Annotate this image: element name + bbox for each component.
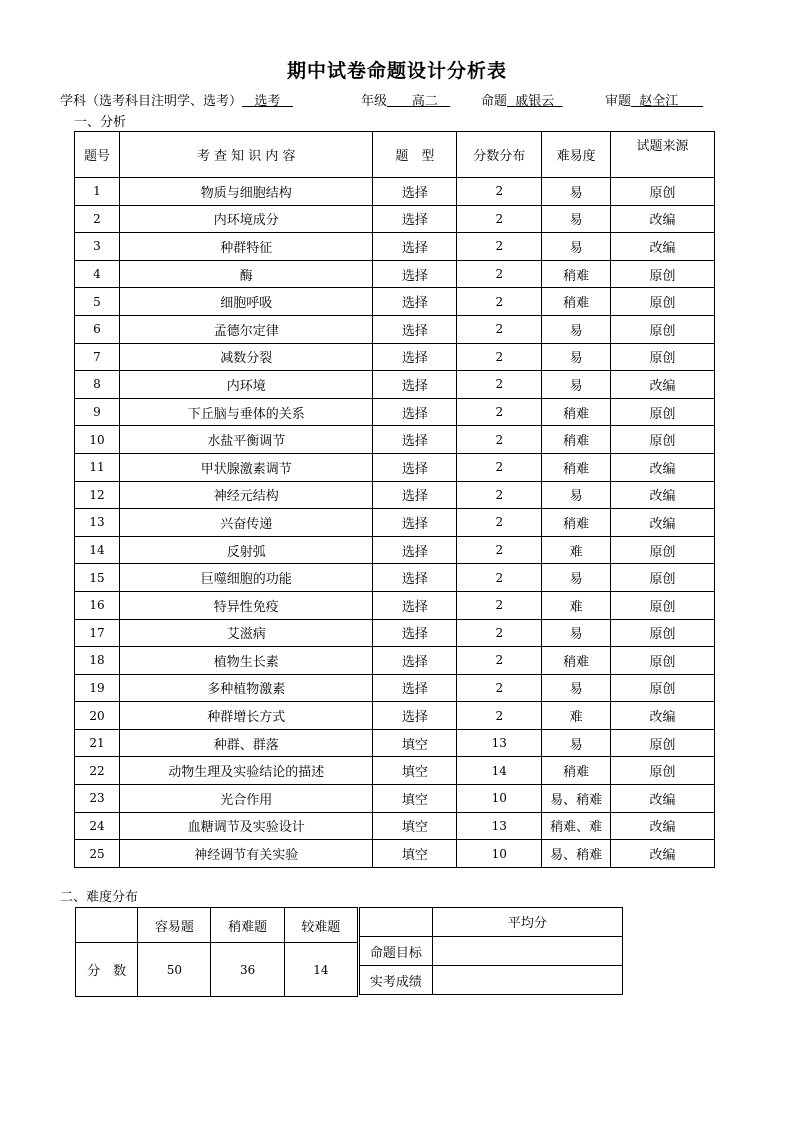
cell-source: 原创 bbox=[611, 315, 715, 343]
cell-content: 甲状腺激素调节 bbox=[119, 453, 373, 481]
cell-number: 19 bbox=[75, 674, 120, 702]
cell-content: 反射弧 bbox=[119, 536, 373, 564]
table-row bbox=[75, 536, 715, 564]
reviewer-field bbox=[605, 90, 703, 109]
section-analysis-title: 一、分析 bbox=[74, 115, 127, 130]
cell-difficulty: 稍难 bbox=[542, 260, 611, 288]
cell-number: 10 bbox=[75, 426, 120, 454]
cell-difficulty: 易 bbox=[542, 233, 611, 261]
cell-score: 13 bbox=[457, 729, 542, 757]
subject-label: 学科（选考科目注明学、选考） bbox=[60, 94, 243, 109]
author-field bbox=[481, 90, 563, 109]
score-row-label: 分 数 bbox=[76, 943, 138, 997]
cell-source: 改编 bbox=[611, 702, 715, 730]
page-title: 期中试卷命题设计分析表 bbox=[286, 60, 507, 82]
table-row bbox=[75, 619, 715, 647]
cell-source: 原创 bbox=[611, 178, 715, 206]
cell-score: 2 bbox=[457, 591, 542, 619]
cell-difficulty: 稍难 bbox=[542, 288, 611, 316]
cell-score: 2 bbox=[457, 702, 542, 730]
cell-content: 动物生理及实验结论的描述 bbox=[119, 757, 373, 785]
table-row bbox=[75, 398, 715, 426]
cell-number: 13 bbox=[75, 509, 120, 537]
cell-difficulty: 难 bbox=[542, 591, 611, 619]
cell-type: 选择 bbox=[373, 178, 457, 206]
cell-score: 10 bbox=[457, 840, 542, 868]
cell-number: 24 bbox=[75, 812, 120, 840]
cell-difficulty: 易、稍难 bbox=[542, 840, 611, 868]
cell-content: 种群特征 bbox=[119, 233, 373, 261]
cell-difficulty: 易 bbox=[542, 564, 611, 592]
header-content: 考 查 知 识 内 容 bbox=[119, 132, 373, 178]
cell-source: 改编 bbox=[611, 840, 715, 868]
table-row bbox=[75, 812, 715, 840]
section-difficulty-title: 二、难度分布 bbox=[60, 890, 139, 905]
cell-score: 2 bbox=[457, 315, 542, 343]
cell-score: 10 bbox=[457, 785, 542, 813]
cell-source: 原创 bbox=[611, 398, 715, 426]
cell-score: 2 bbox=[457, 536, 542, 564]
cell-content: 下丘脑与垂体的关系 bbox=[119, 398, 373, 426]
cell-source: 原创 bbox=[611, 619, 715, 647]
table-row bbox=[75, 840, 715, 868]
header-score: 分数分布 bbox=[457, 132, 542, 178]
reviewer-label: 审题 bbox=[605, 94, 632, 109]
cell-score: 2 bbox=[457, 426, 542, 454]
average-table bbox=[359, 907, 623, 995]
cell-source: 原创 bbox=[611, 647, 715, 675]
cell-type: 选择 bbox=[373, 453, 457, 481]
table-row bbox=[75, 729, 715, 757]
table-row bbox=[75, 233, 715, 261]
cell-source: 改编 bbox=[611, 481, 715, 509]
score-easy: 50 bbox=[138, 943, 211, 997]
cell-content: 细胞呼吸 bbox=[119, 288, 373, 316]
table-row bbox=[75, 591, 715, 619]
cell-content: 酶 bbox=[119, 260, 373, 288]
average-actual-row bbox=[360, 966, 623, 995]
cell-number: 15 bbox=[75, 564, 120, 592]
cell-number: 20 bbox=[75, 702, 120, 730]
cell-number: 7 bbox=[75, 343, 120, 371]
cell-difficulty: 稍难、难 bbox=[542, 812, 611, 840]
table-row bbox=[75, 674, 715, 702]
header-number: 题号 bbox=[75, 132, 120, 178]
cell-source: 改编 bbox=[611, 233, 715, 261]
table-row bbox=[75, 453, 715, 481]
cell-type: 选择 bbox=[373, 426, 457, 454]
subject-field bbox=[60, 90, 293, 109]
table-row bbox=[75, 564, 715, 592]
cell-score: 2 bbox=[457, 453, 542, 481]
average-header: 平均分 bbox=[432, 908, 622, 937]
cell-type: 选择 bbox=[373, 205, 457, 233]
cell-source: 改编 bbox=[611, 812, 715, 840]
cell-source: 改编 bbox=[611, 509, 715, 537]
cell-type: 选择 bbox=[373, 509, 457, 537]
cell-source: 改编 bbox=[611, 785, 715, 813]
cell-score: 2 bbox=[457, 647, 542, 675]
cell-score: 2 bbox=[457, 398, 542, 426]
cell-score: 2 bbox=[457, 178, 542, 206]
cell-score: 2 bbox=[457, 288, 542, 316]
cell-difficulty: 易 bbox=[542, 315, 611, 343]
cell-number: 4 bbox=[75, 260, 120, 288]
cell-difficulty: 易 bbox=[542, 619, 611, 647]
cell-content: 种群增长方式 bbox=[119, 702, 373, 730]
header-hard: 较难题 bbox=[284, 908, 357, 943]
cell-type: 选择 bbox=[373, 233, 457, 261]
difficulty-table bbox=[75, 907, 358, 997]
table-row bbox=[75, 205, 715, 233]
cell-score: 2 bbox=[457, 619, 542, 647]
table-row bbox=[75, 509, 715, 537]
cell-type: 填空 bbox=[373, 757, 457, 785]
cell-source: 原创 bbox=[611, 426, 715, 454]
cell-source: 原创 bbox=[611, 674, 715, 702]
cell-number: 12 bbox=[75, 481, 120, 509]
cell-type: 填空 bbox=[373, 785, 457, 813]
cell-content: 孟德尔定律 bbox=[119, 315, 373, 343]
table-row bbox=[75, 288, 715, 316]
cell-difficulty: 易 bbox=[542, 178, 611, 206]
cell-type: 选择 bbox=[373, 343, 457, 371]
cell-number: 14 bbox=[75, 536, 120, 564]
cell-content: 神经元结构 bbox=[119, 481, 373, 509]
cell-score: 2 bbox=[457, 205, 542, 233]
cell-difficulty: 易 bbox=[542, 205, 611, 233]
cell-source: 原创 bbox=[611, 591, 715, 619]
score-hard: 14 bbox=[284, 943, 357, 997]
cell-content: 艾滋病 bbox=[119, 619, 373, 647]
cell-type: 选择 bbox=[373, 481, 457, 509]
header-source: 试题来源 bbox=[611, 132, 715, 178]
cell-type: 选择 bbox=[373, 536, 457, 564]
target-value bbox=[432, 937, 622, 966]
cell-type: 选择 bbox=[373, 674, 457, 702]
cell-type: 选择 bbox=[373, 260, 457, 288]
cell-number: 22 bbox=[75, 757, 120, 785]
cell-difficulty: 难 bbox=[542, 536, 611, 564]
cell-number: 3 bbox=[75, 233, 120, 261]
target-label: 命题目标 bbox=[360, 937, 433, 966]
analysis-header-row bbox=[75, 132, 715, 178]
reviewer-value: 赵全江 bbox=[639, 94, 679, 109]
cell-content: 植物生长素 bbox=[119, 647, 373, 675]
table-row bbox=[75, 315, 715, 343]
average-target-row bbox=[360, 937, 623, 966]
cell-score: 2 bbox=[457, 233, 542, 261]
table-row bbox=[75, 481, 715, 509]
cell-difficulty: 易 bbox=[542, 371, 611, 399]
grade-label: 年级 bbox=[361, 94, 388, 109]
cell-number: 9 bbox=[75, 398, 120, 426]
cell-difficulty: 易 bbox=[542, 343, 611, 371]
cell-difficulty: 易 bbox=[542, 674, 611, 702]
cell-number: 17 bbox=[75, 619, 120, 647]
average-corner bbox=[360, 908, 433, 937]
table-row bbox=[75, 426, 715, 454]
cell-score: 14 bbox=[457, 757, 542, 785]
cell-number: 2 bbox=[75, 205, 120, 233]
actual-value bbox=[432, 966, 622, 995]
cell-score: 13 bbox=[457, 812, 542, 840]
cell-type: 填空 bbox=[373, 812, 457, 840]
table-row bbox=[75, 260, 715, 288]
cell-content: 兴奋传递 bbox=[119, 509, 373, 537]
cell-type: 选择 bbox=[373, 619, 457, 647]
cell-content: 神经调节有关实验 bbox=[119, 840, 373, 868]
analysis-table bbox=[74, 131, 715, 868]
cell-source: 原创 bbox=[611, 757, 715, 785]
cell-score: 2 bbox=[457, 509, 542, 537]
author-label: 命题 bbox=[481, 94, 508, 109]
cell-number: 25 bbox=[75, 840, 120, 868]
cell-difficulty: 稍难 bbox=[542, 647, 611, 675]
cell-difficulty: 稍难 bbox=[542, 509, 611, 537]
table-row bbox=[75, 178, 715, 206]
table-row bbox=[75, 343, 715, 371]
cell-number: 23 bbox=[75, 785, 120, 813]
cell-score: 2 bbox=[457, 371, 542, 399]
cell-source: 改编 bbox=[611, 453, 715, 481]
cell-type: 填空 bbox=[373, 729, 457, 757]
table-row bbox=[75, 702, 715, 730]
cell-source: 原创 bbox=[611, 260, 715, 288]
cell-type: 选择 bbox=[373, 564, 457, 592]
cell-score: 2 bbox=[457, 674, 542, 702]
author-value: 戚银云 bbox=[515, 94, 555, 109]
cell-source: 原创 bbox=[611, 729, 715, 757]
average-header-row bbox=[360, 908, 623, 937]
cell-type: 选择 bbox=[373, 315, 457, 343]
cell-content: 特异性免疫 bbox=[119, 591, 373, 619]
actual-label: 实考成绩 bbox=[360, 966, 433, 995]
cell-source: 原创 bbox=[611, 536, 715, 564]
cell-score: 2 bbox=[457, 481, 542, 509]
cell-content: 巨噬细胞的功能 bbox=[119, 564, 373, 592]
subject-value: 选考 bbox=[254, 94, 281, 109]
cell-content: 血糖调节及实验设计 bbox=[119, 812, 373, 840]
cell-content: 内环境 bbox=[119, 371, 373, 399]
cell-content: 水盐平衡调节 bbox=[119, 426, 373, 454]
cell-score: 2 bbox=[457, 343, 542, 371]
cell-type: 选择 bbox=[373, 647, 457, 675]
cell-difficulty: 稍难 bbox=[542, 426, 611, 454]
cell-content: 减数分裂 bbox=[119, 343, 373, 371]
header-easy: 容易题 bbox=[138, 908, 211, 943]
cell-difficulty: 稍难 bbox=[542, 398, 611, 426]
analysis-body bbox=[75, 178, 715, 868]
cell-type: 填空 bbox=[373, 840, 457, 868]
cell-score: 2 bbox=[457, 564, 542, 592]
cell-content: 多种植物激素 bbox=[119, 674, 373, 702]
difficulty-header-row bbox=[76, 908, 358, 943]
cell-type: 选择 bbox=[373, 371, 457, 399]
cell-content: 内环境成分 bbox=[119, 205, 373, 233]
cell-content: 种群、群落 bbox=[119, 729, 373, 757]
cell-number: 11 bbox=[75, 453, 120, 481]
cell-content: 物质与细胞结构 bbox=[119, 178, 373, 206]
cell-type: 选择 bbox=[373, 288, 457, 316]
cell-difficulty: 易、稍难 bbox=[542, 785, 611, 813]
cell-source: 改编 bbox=[611, 371, 715, 399]
cell-source: 原创 bbox=[611, 343, 715, 371]
cell-score: 2 bbox=[457, 260, 542, 288]
cell-source: 改编 bbox=[611, 205, 715, 233]
cell-source: 原创 bbox=[611, 288, 715, 316]
table-row bbox=[75, 647, 715, 675]
cell-number: 21 bbox=[75, 729, 120, 757]
grade-value: 高二 bbox=[411, 94, 438, 109]
table-row bbox=[75, 757, 715, 785]
cell-type: 选择 bbox=[373, 591, 457, 619]
cell-source: 原创 bbox=[611, 564, 715, 592]
cell-number: 8 bbox=[75, 371, 120, 399]
cell-difficulty: 易 bbox=[542, 729, 611, 757]
cell-number: 5 bbox=[75, 288, 120, 316]
difficulty-score-row bbox=[76, 943, 358, 997]
cell-content: 光合作用 bbox=[119, 785, 373, 813]
score-medium: 36 bbox=[211, 943, 284, 997]
cell-difficulty: 稍难 bbox=[542, 453, 611, 481]
cell-type: 选择 bbox=[373, 702, 457, 730]
table-row bbox=[75, 785, 715, 813]
header-difficulty: 难易度 bbox=[542, 132, 611, 178]
grade-field bbox=[361, 90, 450, 109]
cell-number: 1 bbox=[75, 178, 120, 206]
header-type: 题 型 bbox=[373, 132, 457, 178]
cell-difficulty: 易 bbox=[542, 481, 611, 509]
cell-difficulty: 稍难 bbox=[542, 757, 611, 785]
cell-type: 选择 bbox=[373, 398, 457, 426]
cell-difficulty: 难 bbox=[542, 702, 611, 730]
table-row bbox=[75, 371, 715, 399]
cell-number: 6 bbox=[75, 315, 120, 343]
difficulty-corner bbox=[76, 908, 138, 943]
header-medium: 稍难题 bbox=[211, 908, 284, 943]
cell-number: 18 bbox=[75, 647, 120, 675]
cell-number: 16 bbox=[75, 591, 120, 619]
